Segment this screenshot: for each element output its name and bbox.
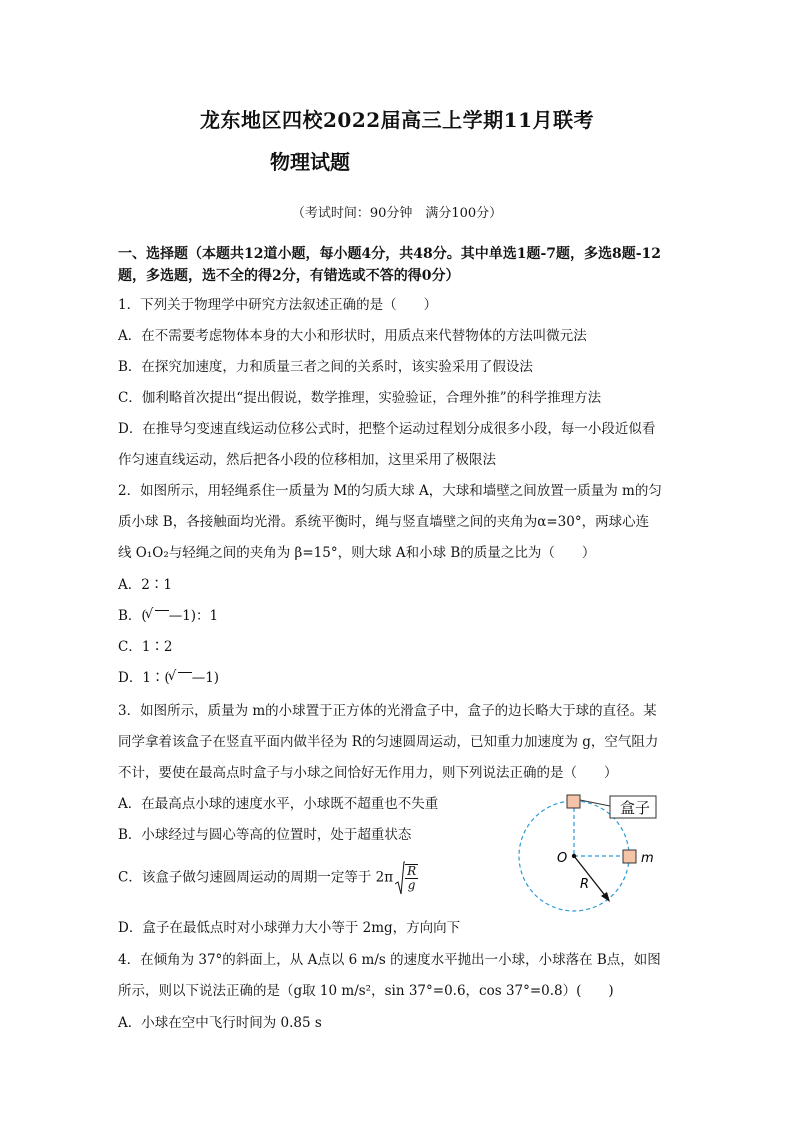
q1-option-d-line2: 作匀速直线运动，然后把各小段的位移相加，这里采用了极限法 <box>118 452 496 468</box>
exam-time-note: （考试时间：90分钟 满分100分） <box>291 206 503 221</box>
q3-stem-line2: 同学拿着该盒子在竖直平面内做半径为 R的匀速圆周运动，已知重力加速度为 g，空气阻力 <box>118 734 659 750</box>
fraction-denominator: g <box>407 878 416 892</box>
q3-stem-line3: 不计，要使在最高点时盒子与小球之间恰好无作用力，则下列说法正确的是（ ） <box>118 765 618 781</box>
box-top <box>567 795 580 808</box>
exam-subtitle: 物理试题 <box>270 150 350 174</box>
radius-label: R <box>580 877 590 892</box>
q2-stem-line2: 质小球 B，各接触面均光滑。系统平衡时，绳与竖直墙壁之间的夹角为α=30°，两球心连 <box>118 514 650 530</box>
q2-option-a: A．2∶1 <box>118 577 172 593</box>
q2-option-d-prefix: D．1∶( <box>118 670 170 686</box>
q1-stem: 1．下列关于物理学中研究方法叙述正确的是（ ） <box>118 297 438 313</box>
q2-option-b <box>118 604 218 624</box>
box-side <box>623 850 636 863</box>
exam-title: 龙东地区四校2022届高三上学期11月联考 <box>200 108 594 132</box>
q2-stem-line1: 2．如图所示，用轻绳系住一质量为 M的匀质大球 A，大球和墙壁之间放置一质量为 m的匀 <box>118 483 662 499</box>
circular-motion-figure <box>510 788 680 918</box>
q3-stem-line1: 3．如图所示，质量为 m的小球置于正方体的光滑盒子中，盒子的边长略大于球的直径。某 <box>118 703 657 719</box>
center-label: O <box>557 851 568 866</box>
fraction-numerator: R <box>407 864 417 878</box>
sqrt-symbol <box>170 670 192 686</box>
q1-option-d-line1: D．在推导匀变速直线运动位移公式时，把整个运动过程划分成很多小段，每一小段近似看 <box>118 421 656 437</box>
q2-stem-line3: 线 O₁O₂与轻绳之间的夹角为 β=15°，则大球 A和小球 B的质量之比为（ ） <box>118 545 596 561</box>
mass-label: m <box>641 851 654 866</box>
box-label: 盒子 <box>620 799 651 817</box>
q2-option-d <box>118 666 219 686</box>
section-heading: 一、选择题（本题共12道小题，每小题4分，共48分。其中单选1题-7题，多选8题-12题，多选题，选不全的得2分，有错选或不答的得0分） <box>118 246 662 284</box>
q2-option-c: C．1∶2 <box>118 639 173 655</box>
q4-stem-line2: 所示，则以下说法正确的是（g取 10 m/s²，sin 37°=0.6，cos 37°=0.8）( ) <box>118 983 614 999</box>
radical-symbol <box>395 864 418 892</box>
q3-option-a: A．在最高点小球的速度水平，小球既不超重也不失重 <box>118 796 439 812</box>
q2-option-b-suffix: —1)：1 <box>168 608 219 624</box>
q3-option-b: B．小球经过与圆心等高的位置时，处于超重状态 <box>118 827 412 843</box>
q2-option-b-prefix: B．( <box>118 608 147 624</box>
radius-arrow <box>574 856 607 898</box>
q2-option-d-suffix: —1) <box>191 670 220 686</box>
q3-option-d: D．盒子在最低点时对小球弹力大小等于 2mg，方向向下 <box>118 920 461 936</box>
q4-stem-line1: 4．在倾角为 37°的斜面上，从 A点以 6 m/s 的速度水平抛出一小球，小球落在 B点，如图 <box>118 952 661 968</box>
q3-option-c <box>118 864 418 892</box>
q1-option-b: B．在探究加速度，力和质量三者之间的关系时，该实验采用了假设法 <box>118 359 533 375</box>
sqrt-symbol <box>147 608 169 624</box>
q1-option-c: C．伽利略首次提出“提出假说，数学推理，实验验证，合理外推”的科学推理方法 <box>118 390 602 406</box>
q1-option-a: A．在不需要考虑物体本身的大小和形状时，用质点来代替物体的方法叫微元法 <box>118 328 587 344</box>
q3-option-c-text: C．该盒子做匀速圆周运动的周期一定等于 2π <box>118 869 394 886</box>
q4-option-a: A．小球在空中飞行时间为 0.85 s <box>118 1015 322 1031</box>
